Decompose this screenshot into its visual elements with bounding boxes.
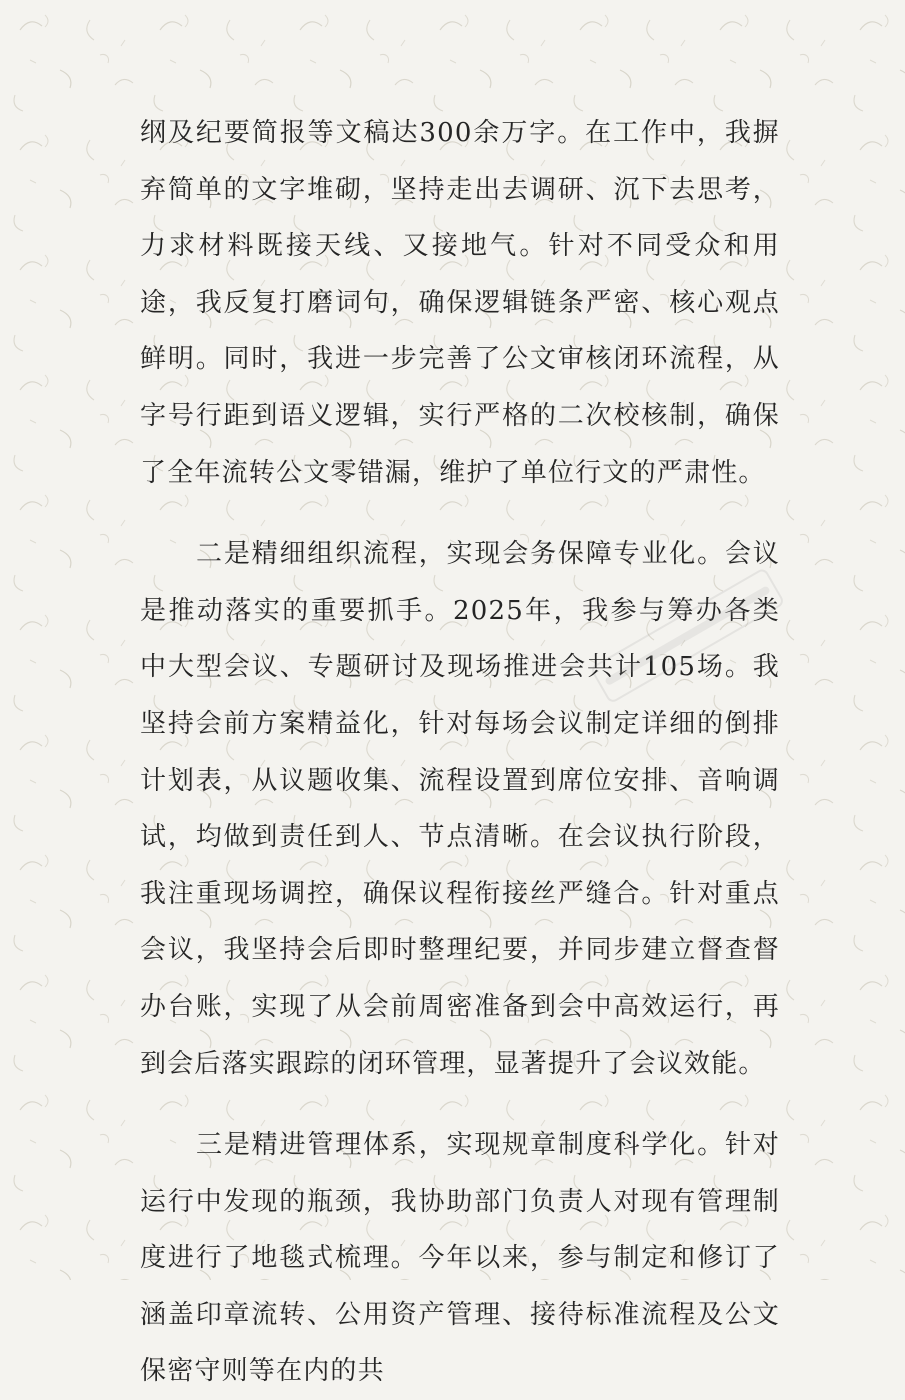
paragraph-conference-service: 二是精细组织流程，实现会务保障专业化。会议是推动落实的重要抓手。2025年，我参与筹办各类中大型会议、专题研讨及现场推进会共计105场。我坚持会前方案精益化，针对每场会议制定详细的倒排计划表，从议题收集、流程设置到席位安排、音响调试，均做到责任到人、节点清晰。在会议执行阶段，我注重现场调控，确保议程衔接丝严缝合。针对重点会议，我坚持会后即时整理纪要，并同步建立督查督办台账，实现了从会前周密准备到会中高效运行，再到会后落实跟踪的闭环管理，显著提升了会议效能。 — [140, 539, 780, 1079]
document-body — [140, 105, 780, 1400]
paragraph-management-system: 三是精进管理体系，实现规章制度科学化。针对运行中发现的瓶颈，我协助部门负责人对现有管理制度进行了地毯式梳理。今年以来，参与制定和修订了涵盖印章流转、公用资产管理、接待标准流程及公文保密守则等在内的共 — [140, 1130, 780, 1387]
paragraph-continued: 纲及纪要简报等文稿达300余万字。在工作中，我摒弃简单的文字堆砌，坚持走出去调研、沉下去思考，力求材料既接天线、又接地气。针对不同受众和用途，我反复打磨词句，确保逻辑链条严密、核心观点鲜明。同时，我进一步完善了公文审核闭环流程，从字号行距到语义逻辑，实行严格的二次校核制，确保了全年流转公文零错漏，维护了单位行文的严肃性。 — [140, 118, 780, 488]
